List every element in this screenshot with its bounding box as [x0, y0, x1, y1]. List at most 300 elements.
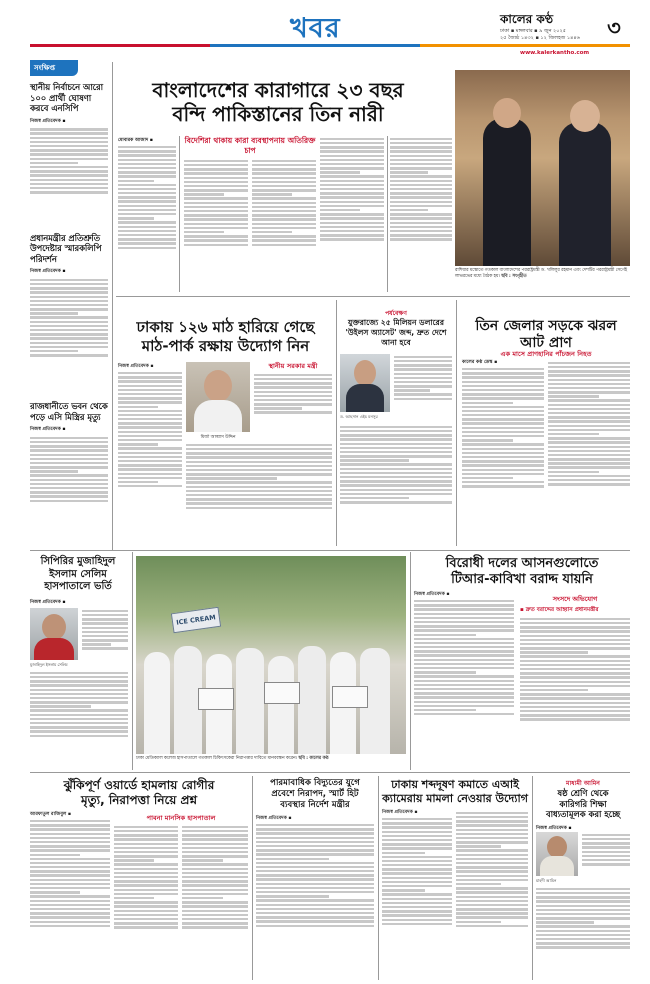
hospital-body-col-1 — [82, 608, 128, 668]
school-headline-line-1: ষষ্ঠ শ্রেণি থেকে — [557, 788, 609, 798]
text-line — [30, 701, 128, 703]
text-line — [520, 685, 630, 687]
text-line — [414, 650, 514, 652]
text-line — [414, 638, 514, 640]
text-line — [340, 484, 452, 486]
text-line — [548, 466, 630, 468]
text-line — [252, 185, 316, 187]
text-line — [184, 206, 248, 208]
text-line — [182, 847, 248, 849]
text-line — [118, 200, 176, 202]
text-line — [382, 831, 452, 833]
text-line — [252, 231, 292, 233]
text-line — [182, 889, 248, 891]
protest-sign-text: ICE CREAM — [175, 613, 217, 627]
text-line — [118, 154, 176, 156]
text-line — [390, 230, 452, 232]
text-line — [582, 863, 630, 865]
text-line — [320, 138, 384, 140]
text-line — [182, 901, 248, 903]
text-line — [30, 141, 108, 143]
text-line — [320, 209, 360, 211]
text-line — [252, 227, 316, 229]
text-line — [462, 406, 544, 408]
text-line — [182, 863, 248, 865]
text-line — [256, 878, 374, 880]
text-line — [186, 490, 332, 492]
text-line — [456, 879, 528, 881]
opposition-subheadline-text: দ্রুত বরাদ্দের আহ্বান প্রধানমন্ত্রীর — [525, 607, 599, 613]
text-line — [256, 883, 374, 885]
text-line — [340, 455, 452, 457]
text-line — [256, 920, 374, 922]
brief-item — [30, 82, 108, 227]
loan-body-col-2 — [340, 424, 452, 542]
text-line — [320, 196, 384, 198]
opposition-body-col-2 — [520, 616, 630, 768]
text-line — [30, 887, 110, 889]
text-line — [456, 816, 528, 818]
text-line — [382, 856, 452, 858]
lead-headline[interactable] — [118, 78, 438, 126]
text-line — [394, 389, 430, 391]
text-line — [186, 444, 332, 446]
text-line — [182, 905, 248, 907]
text-line — [394, 398, 452, 400]
text-line — [320, 222, 384, 224]
text-line — [536, 921, 594, 923]
text-line — [548, 374, 630, 376]
text-line — [118, 188, 176, 190]
text-line — [118, 372, 182, 374]
website[interactable]: www.kalerkantho.com — [520, 50, 590, 56]
text-line — [394, 393, 452, 395]
brief-headline[interactable]: স্থানীয় নির্বাচনে আরো ১০০ প্রার্থী ঘোষণা করবে এনসিপি — [30, 82, 103, 113]
text-line — [182, 884, 248, 886]
lead-byline: মোবারক আজাদ ▪ — [118, 138, 153, 143]
text-line — [182, 880, 248, 882]
text-line — [456, 900, 528, 902]
text-line — [548, 370, 630, 372]
text-line — [30, 474, 108, 476]
school-headline[interactable] — [536, 788, 630, 820]
text-line — [320, 238, 384, 240]
text-line — [118, 410, 182, 412]
date-line-1: ঢাকা ▪ মঙ্গলবার ▪ ৯ জুন ২০২৫ — [500, 28, 567, 34]
text-line — [30, 714, 128, 716]
text-line — [520, 651, 588, 653]
text-line — [456, 908, 528, 910]
text-line — [256, 824, 374, 826]
text-line — [182, 826, 248, 828]
text-line — [114, 838, 178, 840]
text-line — [548, 383, 630, 385]
text-line — [548, 446, 630, 448]
text-line — [252, 181, 316, 183]
text-line — [114, 826, 178, 828]
text-line — [320, 184, 384, 186]
masthead-rule — [30, 44, 630, 47]
text-line — [118, 209, 176, 211]
text-line — [548, 408, 630, 410]
text-line — [118, 473, 182, 475]
noise-headline-line-1: ঢাকায় শব্দদূষণ কমাতে এআই — [391, 778, 519, 791]
road-headline[interactable] — [256, 778, 374, 811]
text-line — [184, 227, 248, 229]
ward-body-col-3 — [182, 824, 248, 978]
text-line — [382, 852, 425, 854]
text-line — [456, 866, 528, 868]
text-line — [114, 868, 178, 870]
opposition-byline: নিজস্ব প্রতিবেদক ▪ — [414, 592, 450, 597]
text-line — [30, 149, 108, 151]
text-line — [394, 385, 452, 387]
text-line — [382, 914, 452, 916]
text-line — [30, 483, 108, 485]
noise-body-col-2 — [456, 810, 528, 978]
text-line — [456, 829, 528, 831]
text-line — [30, 904, 110, 906]
text-line — [252, 164, 316, 166]
text-line — [118, 192, 176, 194]
lead-body-col-1 — [118, 136, 176, 298]
text-line — [340, 447, 452, 449]
text-line — [186, 452, 332, 454]
protest-caption — [136, 756, 406, 762]
text-line — [118, 226, 176, 228]
text-line — [548, 412, 630, 414]
text-line — [390, 142, 452, 144]
text-line — [114, 872, 178, 874]
text-line — [340, 480, 452, 482]
text-line — [186, 494, 332, 496]
text-line — [30, 153, 108, 155]
text-line — [462, 376, 544, 378]
text-line — [252, 223, 316, 225]
text-line — [320, 155, 384, 157]
text-line — [184, 181, 248, 183]
brief-headline[interactable]: প্রধানমন্ত্রীর প্রতিশ্রুতি উপদেষ্টার স্মারকলিপি পরিদর্শন — [30, 232, 102, 264]
text-line — [536, 946, 630, 948]
text-line — [30, 346, 108, 348]
text-line — [118, 389, 182, 391]
text-line — [182, 926, 248, 928]
text-line — [30, 879, 110, 881]
text-line — [118, 468, 182, 470]
text-line — [390, 171, 428, 173]
text-line — [30, 166, 108, 168]
text-line — [462, 368, 544, 370]
text-line — [382, 826, 452, 828]
text-line — [186, 469, 332, 471]
text-line — [184, 193, 224, 195]
text-line — [118, 238, 176, 240]
text-line — [30, 866, 110, 868]
text-line — [462, 448, 544, 450]
text-line — [414, 675, 514, 677]
text-line — [252, 160, 316, 162]
text-line — [390, 146, 452, 148]
field-headline-line-2: মাঠ-পার্ক রক্ষায় উদ্যোগ নিন — [141, 337, 310, 355]
text-line — [390, 201, 452, 203]
text-line — [340, 489, 452, 491]
text-line — [414, 654, 514, 656]
hospital-headline[interactable] — [30, 556, 126, 594]
text-line — [30, 718, 128, 720]
text-line — [390, 180, 452, 182]
text-line — [30, 676, 128, 678]
text-line — [118, 163, 176, 165]
text-line — [182, 830, 248, 832]
lead-photo-caption-text: রাশিয়ার মস্কোতে গতকাল বাংলাদেশের পররাষ্ট্রমন্ত্রী ড. খলিলুর রহমান এবং দেশটির পররাষ্ট্রমন্ত্রী সের্গেই লাভরভের মধ্যে বৈঠক হয়। — [455, 268, 627, 279]
text-line — [186, 486, 332, 488]
text-line — [30, 137, 108, 139]
text-line — [340, 468, 452, 470]
text-line — [414, 604, 514, 606]
text-line — [548, 387, 630, 389]
text-line — [456, 854, 528, 856]
ward-headline[interactable] — [30, 778, 248, 808]
text-line — [118, 171, 176, 173]
brief-item — [30, 233, 108, 396]
text-line — [184, 177, 248, 179]
text-line — [118, 230, 176, 232]
text-line — [414, 696, 514, 698]
text-line — [30, 174, 108, 176]
noise-headline[interactable] — [382, 778, 528, 806]
text-line — [382, 906, 452, 908]
text-line — [182, 876, 248, 878]
text-line — [536, 934, 630, 936]
text-line — [252, 235, 316, 237]
text-line — [548, 395, 599, 397]
hospital-portrait — [30, 608, 78, 660]
text-line — [30, 912, 110, 914]
text-line — [186, 461, 332, 463]
text-line — [186, 473, 332, 475]
text-line — [186, 456, 332, 458]
text-line — [520, 714, 630, 716]
field-subheadline: স্থানীয় সরকার মন্ত্রী — [268, 362, 318, 370]
text-line — [548, 429, 630, 431]
opposition-headline-line-1: বিরোধী দলের আসনগুলোতে — [445, 556, 599, 571]
text-line — [520, 622, 630, 624]
text-line — [520, 710, 630, 712]
text-line — [382, 864, 452, 866]
text-line — [462, 456, 544, 458]
text-line — [390, 222, 452, 224]
text-line — [414, 667, 514, 669]
text-line — [30, 283, 108, 285]
text-line — [414, 646, 514, 648]
text-line — [118, 464, 182, 466]
text-line — [536, 930, 630, 932]
text-line — [118, 452, 182, 454]
text-line — [462, 410, 544, 412]
text-line — [582, 859, 630, 861]
text-line — [82, 618, 128, 620]
text-line — [536, 896, 630, 898]
text-line — [82, 643, 111, 645]
text-line — [184, 160, 248, 162]
text-line — [520, 660, 630, 662]
text-line — [184, 223, 248, 225]
text-line — [462, 473, 544, 475]
protest-sign — [171, 607, 221, 633]
loan-portrait-caption: ড. আহসান এইচ মনসুর — [340, 414, 378, 419]
lead-photo-figure-right — [559, 122, 611, 266]
text-line — [520, 635, 630, 637]
text-line — [184, 218, 248, 220]
text-line — [456, 812, 528, 814]
text-line — [536, 900, 630, 902]
text-line — [548, 483, 630, 485]
text-line — [182, 843, 248, 845]
text-line — [30, 466, 108, 468]
text-line — [462, 485, 544, 487]
text-line — [390, 175, 452, 177]
text-line — [118, 414, 182, 416]
text-line — [462, 460, 544, 462]
text-line — [390, 196, 452, 198]
text-line — [256, 874, 374, 876]
text-line — [30, 900, 110, 902]
text-line — [414, 613, 514, 615]
text-line — [114, 876, 178, 878]
loan-headline[interactable]: যুক্তরাজ্যে ২৫ মিলিয়ন ডলারের 'উইলস অ্যাসেট' জব্দ, দ্রুত দেশে আনা হবে — [345, 318, 447, 347]
text-line — [118, 385, 182, 387]
text-line — [582, 838, 630, 840]
text-line — [118, 184, 176, 186]
text-line — [182, 893, 248, 895]
text-line — [252, 189, 316, 191]
text-line — [382, 843, 452, 845]
text-line — [184, 172, 248, 174]
text-line — [414, 621, 514, 623]
text-line — [114, 855, 178, 857]
text-line — [82, 614, 128, 616]
text-line — [462, 393, 544, 395]
text-line — [30, 854, 80, 856]
text-line — [548, 441, 630, 443]
text-line — [456, 925, 528, 927]
text-line — [320, 213, 384, 215]
text-line — [118, 435, 182, 437]
text-line — [30, 730, 128, 732]
text-line — [414, 600, 514, 602]
text-line — [390, 150, 452, 152]
text-line — [382, 889, 425, 891]
text-line — [256, 908, 374, 910]
text-line — [182, 834, 248, 836]
text-line — [30, 916, 110, 918]
lead-photo-figure-left — [483, 118, 531, 266]
text-line — [456, 849, 528, 851]
text-line — [30, 296, 108, 298]
text-line — [456, 912, 528, 914]
text-line — [548, 437, 630, 439]
text-line — [118, 146, 176, 148]
text-line — [390, 138, 452, 140]
text-line — [548, 433, 599, 435]
text-line — [390, 217, 452, 219]
school-label: মাধ্যমী আমিন — [566, 780, 600, 787]
text-line — [252, 206, 316, 208]
text-line — [114, 897, 154, 899]
text-line — [340, 497, 409, 499]
text-line — [536, 925, 630, 927]
school-headline-line-3: বাধ্যতামূলক করা হচ্ছে — [545, 809, 621, 819]
text-line — [520, 689, 588, 691]
text-line — [256, 887, 374, 889]
text-line — [114, 843, 178, 845]
text-line — [30, 449, 108, 451]
text-line — [30, 495, 108, 497]
text-line — [394, 381, 452, 383]
text-line — [548, 454, 630, 456]
text-line — [118, 217, 154, 219]
text-line — [256, 858, 329, 860]
accident-headline[interactable]: তিন জেলার সড়কে ঝরল আট প্রাণ — [475, 318, 617, 351]
text-line — [254, 382, 332, 384]
text-line — [382, 872, 452, 874]
text-line — [114, 922, 178, 924]
text-line — [118, 456, 182, 458]
text-line — [118, 213, 176, 215]
hospital-byline: নিজস্ব প্রতিবেদক ▪ — [30, 600, 66, 605]
text-line — [118, 159, 176, 161]
date-line-2: ২৫ জ্যৈষ্ঠ ১৪৩২ ▪ ১২ জিলহজ ১৪৪৬ — [500, 35, 580, 41]
text-line — [340, 426, 452, 428]
text-line — [252, 244, 316, 246]
text-line — [30, 845, 110, 847]
text-line — [252, 218, 316, 220]
paper-name: কালের কণ্ঠ — [500, 12, 554, 26]
text-line — [456, 916, 528, 918]
text-line — [340, 451, 452, 453]
text-line — [320, 226, 384, 228]
text-line — [256, 891, 374, 893]
text-line — [30, 458, 108, 460]
text-line — [30, 709, 128, 711]
text-line — [462, 464, 544, 466]
bullet-icon: ▪ — [520, 607, 526, 613]
field-headline[interactable] — [118, 318, 333, 356]
opposition-label: সংসদে অভিযোগ — [552, 595, 598, 603]
text-line — [30, 726, 128, 728]
text-line — [520, 676, 630, 678]
text-line — [30, 291, 108, 293]
text-line — [394, 373, 452, 375]
brief-headline[interactable]: রাজধানীতে ভবন থেকে পড়ে এসি মিস্ত্রির মৃত্যু — [30, 401, 108, 422]
text-line — [456, 845, 501, 847]
text-line — [320, 234, 384, 236]
text-line — [30, 437, 108, 439]
text-line — [394, 356, 452, 358]
text-line — [462, 385, 544, 387]
text-line — [390, 213, 452, 215]
text-line — [118, 205, 176, 207]
text-line — [30, 479, 108, 481]
text-line — [254, 378, 332, 380]
text-line — [30, 300, 108, 302]
text-line — [256, 832, 374, 834]
text-line — [30, 470, 78, 472]
text-line — [382, 835, 452, 837]
text-line — [462, 414, 544, 416]
opposition-headline[interactable] — [414, 556, 630, 588]
text-line — [520, 643, 630, 645]
